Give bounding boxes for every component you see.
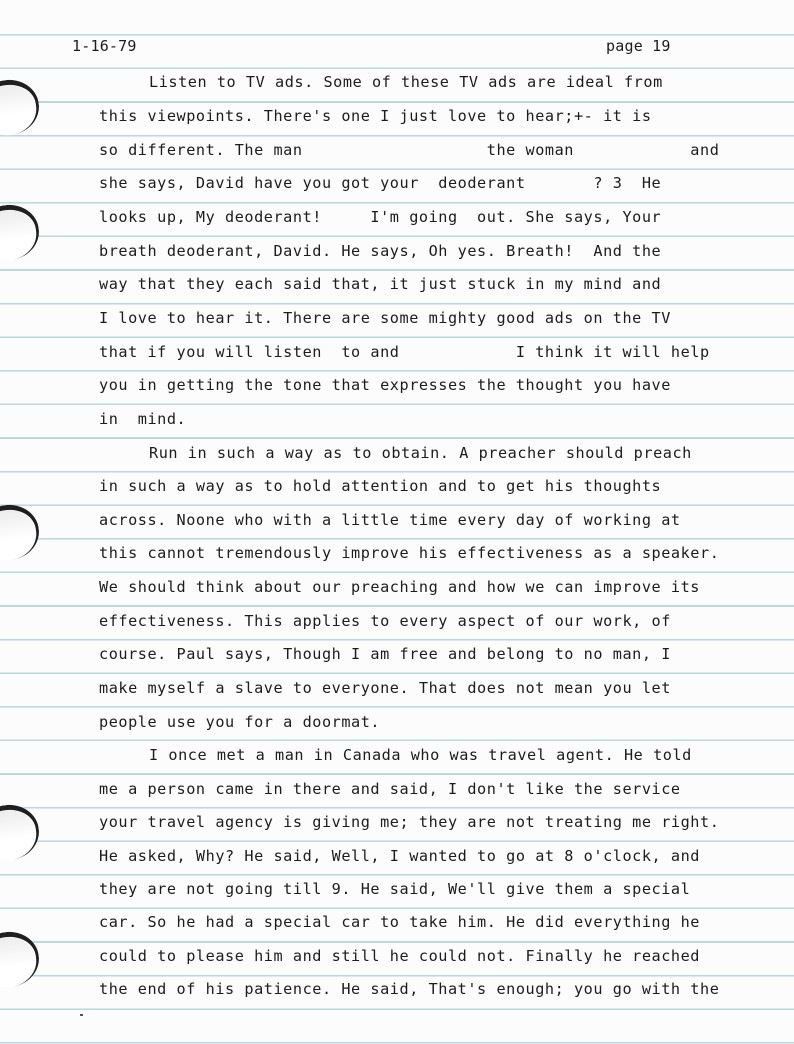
text-line: that if you will listen to and I think it will help: [99, 343, 710, 361]
text-line: I once met a man in Canada who was travel agent. He told: [149, 746, 692, 764]
binder-hole: [0, 201, 43, 264]
text-line: the end of his patience. He said, That's enough; you go with the: [99, 980, 720, 998]
binder-hole: [0, 501, 43, 564]
text-line: across. Noone who with a little time every day of working at: [99, 511, 681, 529]
text-line: Run in such a way as to obtain. A preacher should preach: [149, 444, 692, 462]
paper-speck: [80, 1014, 83, 1016]
text-line: way that they each said that, it just stuck in my mind and: [99, 275, 662, 293]
page-date: 1-16-79: [72, 37, 137, 55]
text-line: I love to hear it. There are some mighty good ads on the TV: [99, 309, 671, 327]
text-line: car. So he had a special car to take him. He did everything he: [99, 913, 701, 931]
text-line: We should think about our preaching and how we can improve its: [99, 578, 701, 596]
text-line: make myself a slave to everyone. That does not mean you let: [99, 679, 671, 697]
text-line: Listen to TV ads. Some of these TV ads are ideal from: [149, 73, 663, 91]
text-line: course. Paul says, Though I am free and belong to no man, I: [99, 645, 671, 663]
text-line: looks up, My deoderant! I'm going out. She says, Your: [99, 208, 662, 226]
text-line: He asked, Why? He said, Well, I wanted to go at 8 o'clock, and: [99, 847, 701, 865]
text-line: your travel agency is giving me; they are not treating me right.: [99, 813, 720, 831]
binder-hole: [0, 76, 43, 139]
text-line: so different. The man the woman and: [99, 141, 720, 159]
text-line: breath deoderant, David. He says, Oh yes. Breath! And the: [99, 242, 662, 260]
text-line: this cannot tremendously improve his effectiveness as a speaker.: [99, 544, 720, 562]
text-line: in such a way as to hold attention and to get his thoughts: [99, 477, 662, 495]
text-line: they are not going till 9. He said, We'll give them a special: [99, 880, 691, 898]
page-number: page 19: [606, 37, 671, 55]
text-line: in mind.: [99, 410, 187, 428]
text-line: this viewpoints. There's one I just love to hear;+- it is: [99, 107, 652, 125]
text-line: me a person came in there and said, I don't like the service: [99, 780, 681, 798]
text-line: people use you for a doormat.: [99, 713, 381, 731]
text-line: effectiveness. This applies to every aspect of our work, of: [99, 612, 671, 630]
binder-hole: [0, 801, 43, 864]
text-line: you in getting the tone that expresses the thought you have: [99, 376, 671, 394]
text-line: could to please him and still he could not. Finally he reached: [99, 947, 701, 965]
binder-hole: [0, 928, 43, 991]
text-line: she says, David have you got your deoderant ? 3 He: [99, 174, 662, 192]
